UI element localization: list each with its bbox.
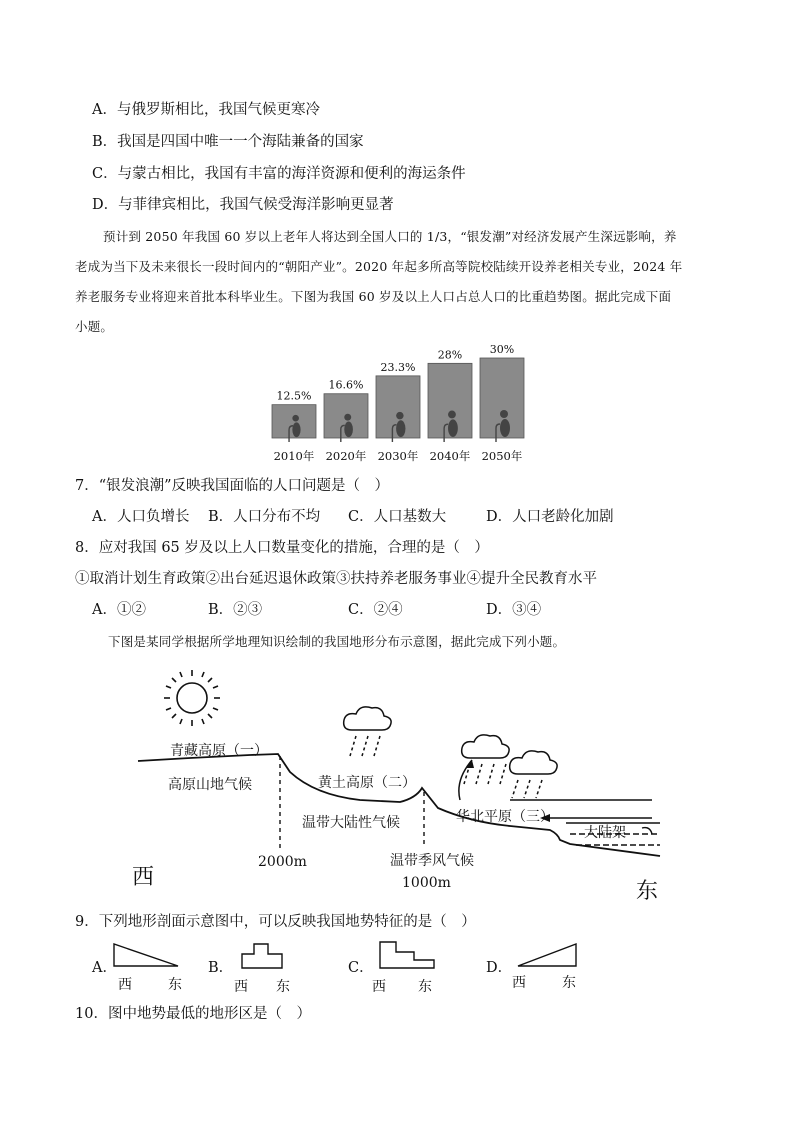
q8-option-a: A．①② [92,602,146,618]
q9-a-west: 西 [118,977,132,993]
sun-icon [164,670,220,726]
shelf-arrow [642,828,652,834]
q9-option-a: A． [92,960,117,976]
q9-b-west: 西 [234,979,248,995]
intro1-line-3: 养老服务专业将迎来首批本科毕业生。下图为我国 60 岁及以上人口占总人口的比重趋势图。据此完成下面 [75,289,672,304]
category-label: 2010年 [273,449,315,463]
q9-option-b: B． [208,960,234,976]
label-east: 东 [636,879,659,904]
profile-a-icon [110,940,190,970]
q9-c-east: 东 [418,979,432,995]
intro1-line-2: 老成为当下及未来很长一段时间内的“朝阳产业”。2020 年起多所高等院校陆续开设养老相关专业，2024 年 [75,259,683,274]
value-label: 23.3% [380,360,416,374]
q7-option-c: C．人口基数大 [348,509,447,525]
category-label: 2030年 [377,449,419,463]
value-label: 30% [489,343,515,356]
profile-b-icon [236,940,296,972]
category-label: 2050年 [481,449,523,463]
aging-bar-chart [262,338,532,473]
label-temperate-monsoon-climate: 温带季风气候 [390,853,474,869]
q7-option-d: D．人口老龄化加剧 [486,509,614,525]
q7-option-b: B．人口分布不均 [208,509,321,525]
q9-option-d: D． [486,960,513,976]
intro2: 下图是某同学根据所学地理知识绘制的我国地形分布示意图，据此完成下列小题。 [108,634,566,649]
q6-option-b: B．我国是四国中唯一一个海陆兼备的国家 [92,134,364,150]
label-temperate-continental-climate: 温带大陆性气候 [302,815,400,831]
q7-option-a: A．人口负增长 [92,509,190,525]
label-continental-shelf: 大陆架 [584,825,626,841]
rain-cloud-icon [344,707,391,756]
profile-c-icon [374,938,444,972]
arrow-head-icon [466,760,474,768]
label-qinghai-tibet-plateau: 青藏高原（一） [170,743,268,759]
label-north-china-plain: 华北平原（三） [456,809,554,825]
profile-d-icon [506,940,586,970]
intro1-line-1: 预计到 2050 年我国 60 岁以上老年人将达到全国人口的 1/3，“银发潮”对经济发展产生深远影响，养 [103,229,677,244]
category-label: 2020年 [325,449,367,463]
q9-option-c: C． [348,960,374,976]
q8-stem: 8．应对我国 65 岁及以上人口数量变化的措施，合理的是（ ） [75,540,489,556]
label-elevation-2000m: 2000m [258,854,307,870]
q6-option-d: D．与菲律宾相比，我国气候受海洋影响更显著 [92,197,394,213]
label-loess-plateau: 黄土高原（二） [318,775,416,791]
q9-d-west: 西 [512,975,526,991]
q9-b-east: 东 [276,979,290,995]
q8-items: ①取消计划生育政策②出台延迟退休政策③扶持养老服务事业④提升全民教育水平 [75,571,597,587]
rain-cloud-icon [462,735,509,784]
q6-option-c: C．与蒙古相比，我国有丰富的海洋资源和便利的海运条件 [92,166,466,182]
q6-option-a: A．与俄罗斯相比，我国气候更寒冷 [92,102,320,118]
intro1-line-4: 小题。 [75,319,114,334]
label-west: 西 [132,865,155,890]
q9-stem: 9．下列地形剖面示意图中，可以反映我国地势特征的是（ ） [75,914,476,930]
q9-a-east: 东 [168,977,182,993]
value-label: 12.5% [276,389,312,403]
q10-stem: 10．图中地势最低的地形区是（ ） [75,1006,311,1022]
rain-cloud-icon [510,751,557,798]
label-plateau-climate: 高原山地气候 [168,777,252,793]
q8-option-d: D．③④ [486,602,542,618]
label-elevation-1000m: 1000m [402,875,451,891]
q7-stem: 7．“银发浪潮”反映我国面临的人口问题是（ ） [75,478,390,494]
q9-c-west: 西 [372,979,386,995]
category-label: 2040年 [429,449,471,463]
value-label: 28% [437,348,463,362]
terrain-profile-line [138,754,660,856]
q8-option-b: B．②③ [208,602,263,618]
value-label: 16.6% [328,378,364,392]
q9-d-east: 东 [562,975,576,991]
q8-option-c: C．②④ [348,602,403,618]
